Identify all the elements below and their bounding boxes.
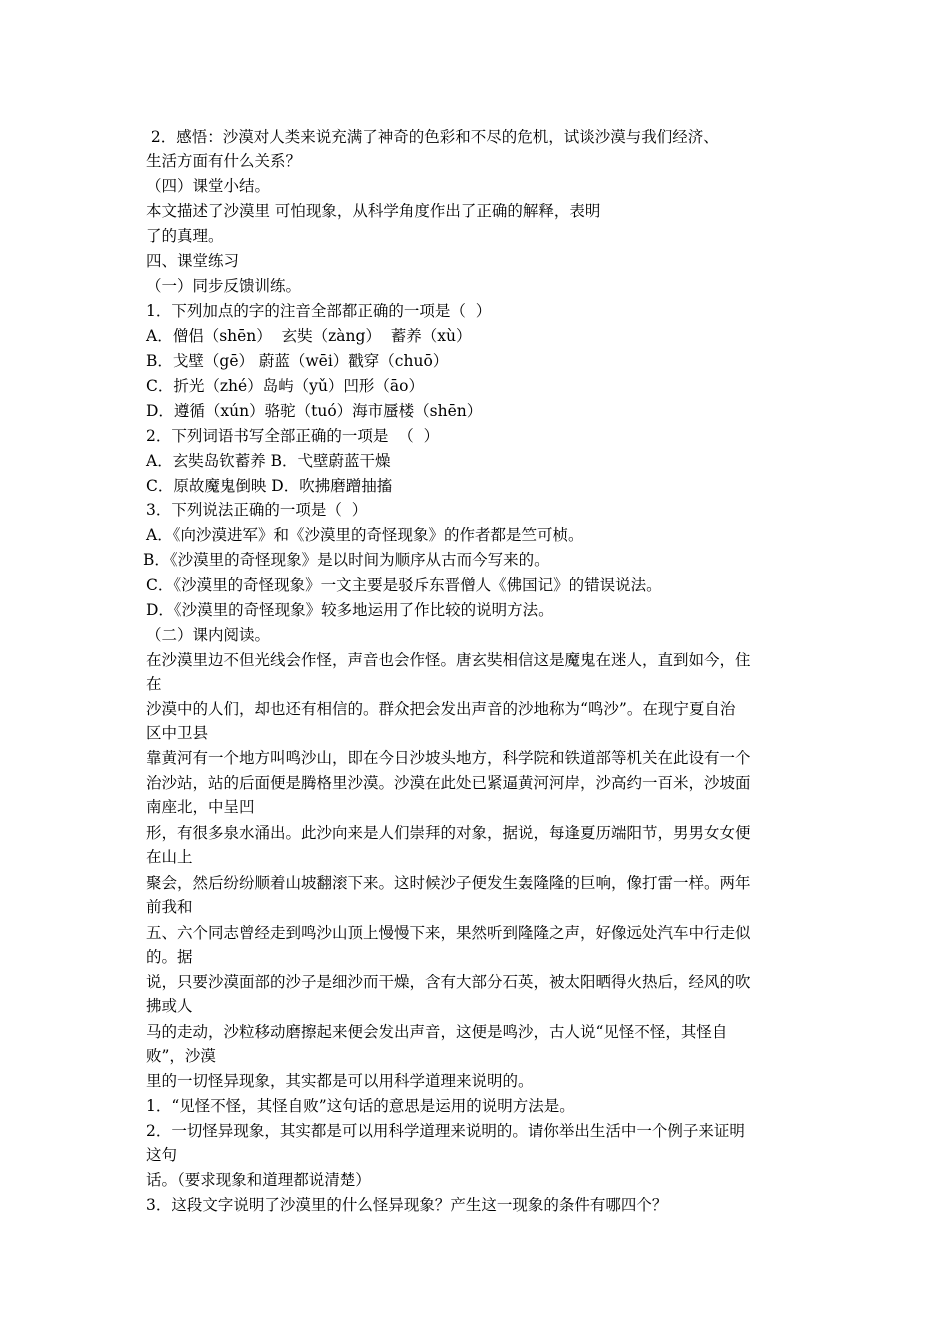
text-line: 2．下列词语书写全部正确的一项是 （ ） <box>146 427 440 445</box>
text-line: 形，有很多泉水涌出。此沙向来是人们崇拜的对象，据说，每逢夏历端阳节，男男女女便 <box>146 824 751 842</box>
text-line: 说，只要沙漠面部的沙子是细沙而干燥，含有大部分石英，被太阳晒得火热后，经风的吹 <box>146 973 751 991</box>
text-line: 南座北，中呈凹 <box>146 798 255 816</box>
text-line: 在山上 <box>146 848 193 866</box>
text-line: 了的真理。 <box>146 227 224 245</box>
text-line: 四、课堂练习 <box>146 252 240 270</box>
text-line: 五、六个同志曾经走到鸣沙山顶上慢慢下来，果然听到隆隆之声，好像远处汽车中行走似 <box>146 924 751 942</box>
text-line: 在 <box>146 675 162 693</box>
text-line: 话。（要求现象和道理都说清楚） <box>146 1171 371 1189</box>
text-line: 沙漠中的人们，却也还有相信的。群众把会发出声音的沙地称为“鸣沙”。在现宁夏自治 <box>146 700 736 718</box>
text-line: A．《向沙漠进军》和《沙漠里的奇怪现象》的作者都是竺可桢。 <box>146 526 584 544</box>
text-line: 败”，沙漠 <box>146 1047 216 1065</box>
text-line: C．原故魔鬼倒映 D．吹拂磨蹭抽搐 <box>146 477 393 495</box>
text-line: 本文描述了沙漠里 可怕现象，从科学角度作出了正确的解释，表明 <box>146 202 601 220</box>
text-line: D．《沙漠里的奇怪现象》较多地运用了作比较的说明方法。 <box>146 601 554 619</box>
text-line: 拂或人 <box>146 997 193 1015</box>
text-line: A．僧侣（shēn） 玄奘（zàng） 蓄养（xù） <box>146 327 472 345</box>
text-line: 里的一切怪异现象，其实都是可以用科学道理来说明的。 <box>146 1072 534 1090</box>
text-line: 生活方面有什么关系？ <box>146 152 302 170</box>
text-line: 3．这段文字说明了沙漠里的什么怪异现象？产生这一现象的条件有哪四个？ <box>146 1196 668 1214</box>
text-line: B．戈壁（gē） 蔚蓝（wēi）戳穿（chuō） <box>146 352 449 370</box>
text-line: （二）课内阅读。 <box>146 626 271 644</box>
text-line: 3．下列说法正确的一项是（ ） <box>146 501 368 519</box>
text-line: C．《沙漠里的奇怪现象》一文主要是驳斥东晋僧人《佛国记》的错误说法。 <box>146 576 662 594</box>
text-line: 1．“见怪不怪，其怪自败”这句话的意思是运用的说明方法是。 <box>146 1097 575 1115</box>
text-line: 2．一切怪异现象，其实都是可以用科学道理来说明的。请你举出生活中一个例子来证明 <box>146 1122 745 1140</box>
text-line: 前我和 <box>146 898 193 916</box>
text-line: 在沙漠里边不但光线会作怪，声音也会作怪。唐玄奘相信这是魔鬼在迷人，直到如今，住 <box>146 651 751 669</box>
text-line: D．遵循（xún）骆驼（tuó）海市蜃楼（shēn） <box>146 402 483 420</box>
text-line: 治沙站，站的后面便是腾格里沙漠。沙漠在此处已紧逼黄河河岸，沙高约一百米，沙坡面 <box>146 774 751 792</box>
text-line: （一）同步反馈训练。 <box>146 277 302 295</box>
text-line: C．折光（zhé）岛屿（yǔ）凹形（āo） <box>146 377 424 395</box>
text-line: 2．感悟：沙漠对人类来说充满了神奇的色彩和不尽的危机，试谈沙漠与我们经济、 <box>146 128 719 146</box>
text-line: 马的走动，沙粒移动磨擦起来便会发出声音，这便是鸣沙，古人说“见怪不怪，其怪自 <box>146 1023 728 1041</box>
text-line: A．玄奘岛钦蓄养 B．弋壁蔚蓝干燥 <box>146 452 391 470</box>
text-line: 1．下列加点的字的注音全部都正确的一项是（ ） <box>146 302 492 320</box>
text-line: 的。据 <box>146 948 193 966</box>
text-line: 靠黄河有一个地方叫鸣沙山，即在今日沙坡头地方，科学院和铁道部等机关在此设有一个 <box>146 749 751 767</box>
text-line: 聚会，然后纷纷顺着山坡翻滚下来。这时候沙子便发生轰隆隆的巨响，像打雷一样。两年 <box>146 874 751 892</box>
text-line: 这句 <box>146 1146 178 1164</box>
text-line: 区中卫县 <box>146 724 209 742</box>
text-line: B．《沙漠里的奇怪现象》是以时间为顺序从古而今写来的。 <box>143 551 550 569</box>
text-line: （四）课堂小结。 <box>146 177 271 195</box>
